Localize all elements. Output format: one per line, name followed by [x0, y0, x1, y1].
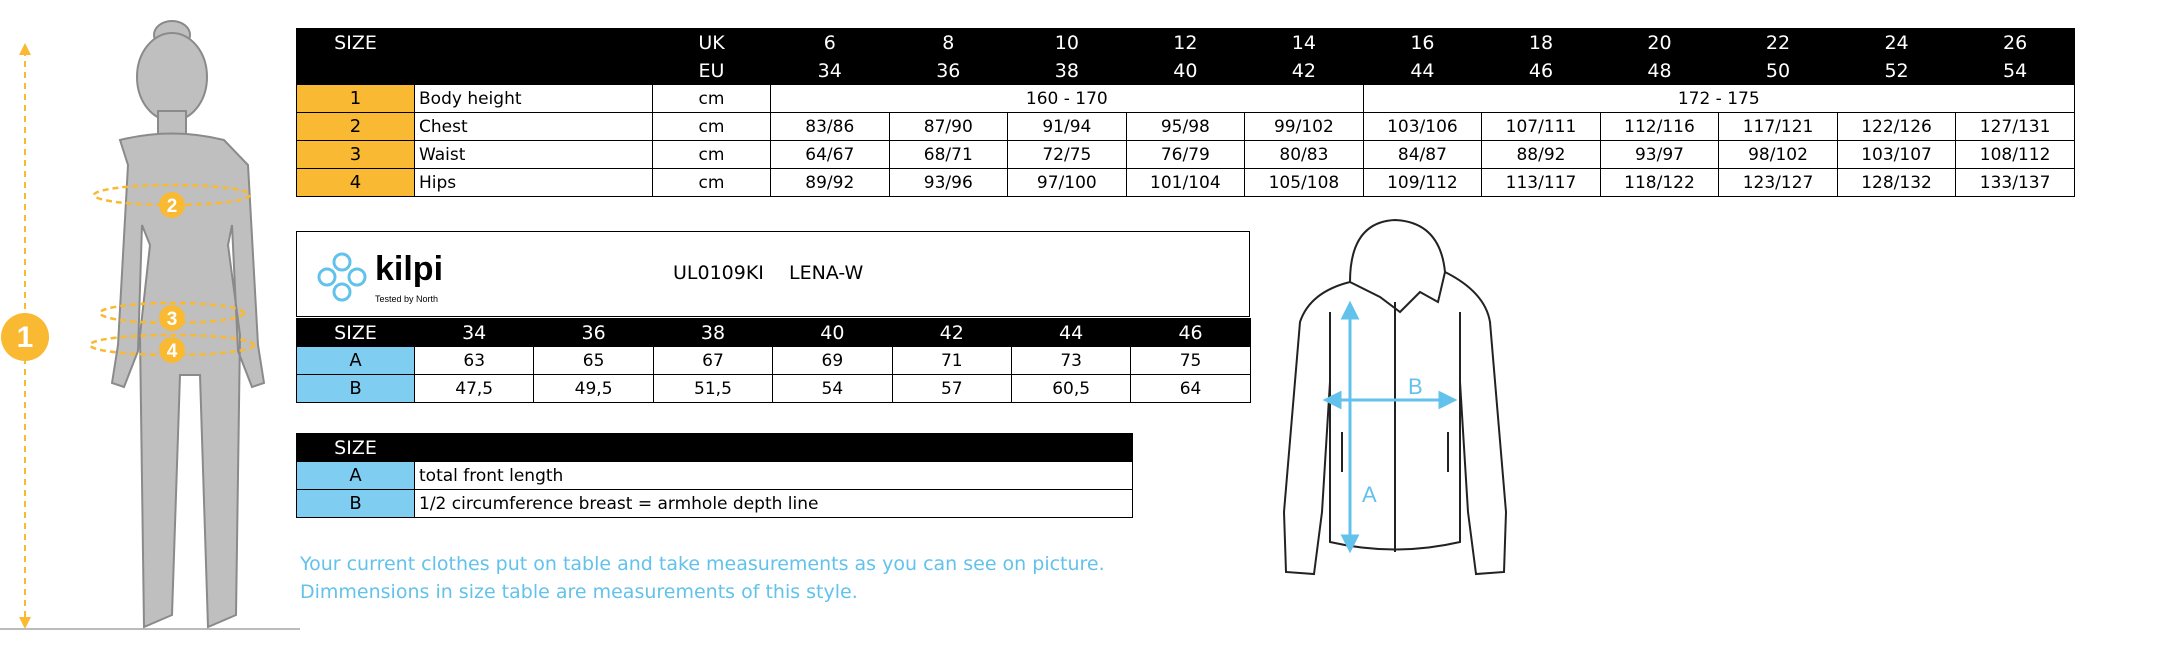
table-cell: 93/96 — [889, 169, 1008, 197]
table-cell: 57 — [892, 375, 1011, 403]
eu-size: 34 — [771, 57, 890, 85]
table-cell: 87/90 — [889, 113, 1008, 141]
table-row — [297, 141, 2075, 169]
row-label: Waist — [415, 141, 653, 169]
body-figure-illustration — [0, 15, 300, 635]
row-index: 1 — [297, 85, 415, 113]
table-cell: 47,5 — [415, 375, 534, 403]
body-height-range: 160 - 170 — [771, 85, 1364, 113]
uk-size: 10 — [1008, 29, 1127, 57]
table-cell: 113/117 — [1482, 169, 1601, 197]
row-label: A — [297, 347, 415, 375]
table-cell: 69 — [773, 347, 892, 375]
uk-label: UK — [653, 29, 771, 57]
table-cell: 49,5 — [534, 375, 653, 403]
row-label: B — [297, 375, 415, 403]
eu-size: 38 — [1008, 57, 1127, 85]
table-cell: 64/67 — [771, 141, 890, 169]
instruction-line: Dimmensions in size table are measurements of this style. — [300, 581, 858, 603]
uk-size-row — [297, 29, 2075, 57]
row-index: 2 — [297, 113, 415, 141]
eu-size: 44 — [1363, 57, 1482, 85]
size-heading: 42 — [892, 319, 1011, 347]
measurement-legend-table — [296, 433, 1133, 518]
row-unit: cm — [653, 85, 771, 113]
table-cell: 65 — [534, 347, 653, 375]
eu-label: EU — [653, 57, 771, 85]
size-header: SIZE — [297, 434, 415, 462]
table-cell: 99/102 — [1245, 113, 1364, 141]
table-cell: 112/116 — [1600, 113, 1719, 141]
uk-size: 6 — [771, 29, 890, 57]
table-cell: 76/79 — [1126, 141, 1245, 169]
table-cell: 133/137 — [1956, 169, 2075, 197]
marker-2-label: 2 — [166, 196, 178, 217]
uk-size: 12 — [1126, 29, 1245, 57]
eu-size: 42 — [1245, 57, 1364, 85]
table-cell: 108/112 — [1956, 141, 2075, 169]
table-cell: 63 — [415, 347, 534, 375]
table-cell: 64 — [1131, 375, 1250, 403]
size-heading: 46 — [1131, 319, 1250, 347]
brand-tagline: Tested by North — [375, 294, 439, 304]
body-height-range: 172 - 175 — [1363, 85, 2074, 113]
eu-size: 40 — [1126, 57, 1245, 85]
instructions — [300, 550, 1200, 606]
table-cell: 93/97 — [1600, 141, 1719, 169]
uk-size: 14 — [1245, 29, 1364, 57]
product-header — [296, 231, 1250, 317]
table-cell: 105/108 — [1245, 169, 1364, 197]
size-heading: 40 — [773, 319, 892, 347]
row-unit: cm — [653, 113, 771, 141]
eu-size: 36 — [889, 57, 1008, 85]
table-cell: 103/107 — [1837, 141, 1956, 169]
table-row — [297, 113, 2075, 141]
table-row — [297, 347, 1251, 375]
marker-b-label: B — [1408, 374, 1423, 399]
table-cell: 128/132 — [1837, 169, 1956, 197]
table-cell: 91/94 — [1008, 113, 1127, 141]
marker-1-label: 1 — [16, 321, 34, 354]
uk-size: 20 — [1600, 29, 1719, 57]
eu-size: 48 — [1600, 57, 1719, 85]
row-label: B — [297, 490, 415, 518]
table-cell: 67 — [653, 347, 772, 375]
table-cell: 97/100 — [1008, 169, 1127, 197]
table-row — [297, 169, 2075, 197]
table-cell: 88/92 — [1482, 141, 1601, 169]
garment-size-table — [296, 318, 1251, 403]
eu-size: 52 — [1837, 57, 1956, 85]
table-cell: 75 — [1131, 347, 1250, 375]
brand-name: kilpi — [375, 250, 444, 288]
table-cell: 98/102 — [1719, 141, 1838, 169]
row-unit: cm — [653, 169, 771, 197]
table-row — [297, 375, 1251, 403]
body-size-table — [296, 28, 2075, 197]
table-cell: 123/127 — [1719, 169, 1838, 197]
table-cell: 72/75 — [1008, 141, 1127, 169]
table-cell: 83/86 — [771, 113, 890, 141]
table-row — [297, 490, 1133, 518]
table-row — [297, 85, 2075, 113]
table-cell: 118/122 — [1600, 169, 1719, 197]
jacket-illustration — [1270, 212, 1520, 582]
size-heading: 36 — [534, 319, 653, 347]
kilpi-logo-icon — [315, 250, 369, 304]
size-heading: 34 — [415, 319, 534, 347]
size-header: SIZE — [297, 29, 415, 57]
row-index: 4 — [297, 169, 415, 197]
row-description: 1/2 circumference breast = armhole depth line — [415, 490, 1133, 518]
uk-size: 16 — [1363, 29, 1482, 57]
table-cell: 101/104 — [1126, 169, 1245, 197]
instruction-line: Your current clothes put on table and take measurements as you can see on picture. — [300, 553, 1105, 575]
table-cell: 109/112 — [1363, 169, 1482, 197]
table-cell: 84/87 — [1363, 141, 1482, 169]
table-cell: 95/98 — [1126, 113, 1245, 141]
row-unit: cm — [653, 141, 771, 169]
eu-size: 50 — [1719, 57, 1838, 85]
marker-3-label: 3 — [166, 309, 178, 330]
row-label: Chest — [415, 113, 653, 141]
table-cell: 103/106 — [1363, 113, 1482, 141]
table-cell: 54 — [773, 375, 892, 403]
row-label: A — [297, 462, 415, 490]
size-header: SIZE — [297, 319, 415, 347]
marker-4-label: 4 — [166, 341, 178, 362]
table-cell: 71 — [892, 347, 1011, 375]
row-description: total front length — [415, 462, 1133, 490]
size-heading: 44 — [1011, 319, 1130, 347]
size-heading: 38 — [653, 319, 772, 347]
table-cell: 68/71 — [889, 141, 1008, 169]
uk-size: 26 — [1956, 29, 2075, 57]
marker-a-label: A — [1362, 482, 1377, 507]
table-cell: 80/83 — [1245, 141, 1364, 169]
uk-size: 8 — [889, 29, 1008, 57]
eu-size: 46 — [1482, 57, 1601, 85]
table-cell: 117/121 — [1719, 113, 1838, 141]
uk-size: 24 — [1837, 29, 1956, 57]
uk-size: 22 — [1719, 29, 1838, 57]
table-cell: 107/111 — [1482, 113, 1601, 141]
product-name: LENA-W — [789, 262, 864, 284]
eu-size-row — [297, 57, 2075, 85]
table-row — [297, 462, 1133, 490]
eu-size: 54 — [1956, 57, 2075, 85]
product-code: UL0109KI — [673, 262, 764, 284]
table-cell: 127/131 — [1956, 113, 2075, 141]
row-index: 3 — [297, 141, 415, 169]
table-cell: 122/126 — [1837, 113, 1956, 141]
table-cell: 73 — [1011, 347, 1130, 375]
table-cell: 60,5 — [1011, 375, 1130, 403]
row-label: Hips — [415, 169, 653, 197]
uk-size: 18 — [1482, 29, 1601, 57]
table-cell: 51,5 — [653, 375, 772, 403]
row-label: Body height — [415, 85, 653, 113]
table-cell: 89/92 — [771, 169, 890, 197]
